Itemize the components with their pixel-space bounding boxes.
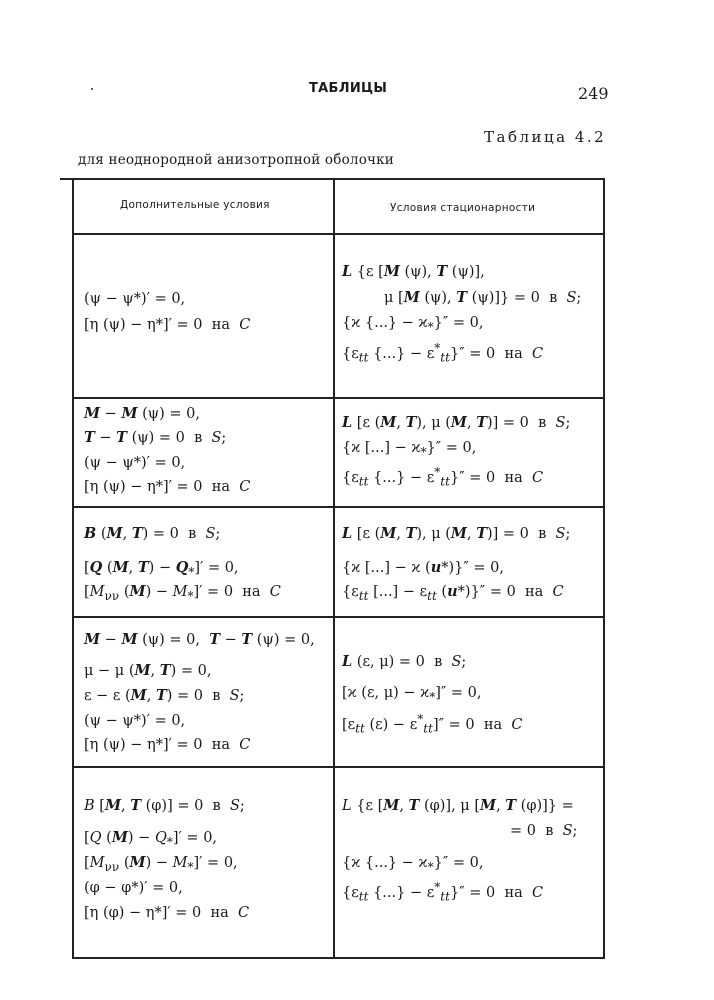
row-divider-3 [72,616,605,618]
column-divider [333,178,335,958]
page-speck [91,88,93,90]
formula-line: (φ − φ*)′ = 0, [84,880,183,896]
formula-line: (ψ − ψ*)′ = 0, [84,713,186,729]
table-caption: для неоднородной анизотропной оболочки [78,152,394,168]
header-bottom-rule [72,233,605,235]
formula-line: {ϰ {...} − $ϰ_*\}'' = 0$, [342,315,484,334]
formula-line: [$\varepsilon_{tt}$ $(\varepsilon) - \varepsilon^*_{tt}]'' = 0$ на C [342,712,523,736]
formula-line: {$\varepsilon_{tt}$ {...} − $\varepsilon^*_{tt}\}'' = 0$ на C [342,465,544,489]
table-label: Таблица 4.2 [484,128,607,146]
formula-line: L (ε, μ) = 0 в S; [342,653,467,670]
formula-line: L {ε [M (ψ), T (ψ)], [342,263,485,280]
formula-line: [$M_{\nu\nu}$ $(M) - M_*]' = 0$, [84,854,238,874]
left-border [72,178,74,958]
page-number: 249 [578,84,609,103]
formula-line: (ψ − ψ*)′ = 0, [84,291,186,307]
formula-line: {ϰ [...] − $ϰ_*\}'' = 0$, [342,440,477,459]
formula-line: B [M, T (φ)] = 0 в S; [84,797,245,814]
formula-line: [Q (M, $T) - Q_*]' = 0$, [84,559,239,579]
formula-line: M − M (ψ) = 0, [84,405,200,422]
right-border [603,178,605,958]
formula-line: M − M (ψ) = 0, T − T (ψ) = 0, [84,631,315,648]
formula-line: {$\varepsilon_{tt}$ [...] − $\varepsilon_{tt}$ (u*)}″ = 0 на C [342,583,564,603]
formula-line: [$M_{\nu\nu}$ $(M) - M_*]' = 0$ на C [84,583,281,603]
formula-line: L [ε (M, T), μ (M, T)] = 0 в S; [342,525,571,542]
table-bottom-rule [72,957,605,959]
formula-line: (ψ − ψ*)′ = 0, [84,455,186,471]
formula-line: {ϰ [...] − ϰ (u*)}″ = 0, [342,559,505,576]
formula-line: {$\varepsilon_{tt}$ {...} − $\varepsilon^*_{tt}\}'' = 0$ на C [342,341,544,365]
formula-line: μ [M (ψ), T (ψ)]} = 0 в S; [384,289,582,306]
formula-line: [Q $(M) - Q_*]' = 0$, [84,829,218,849]
formula-line: ε − ε (M, T) = 0 в S; [84,687,245,704]
formula-line: L {ε [M, T (φ)], μ [M, T (φ)]} = [342,797,574,814]
row-divider-4 [72,766,605,768]
column-header-stationarity-conditions: Условия стационарности [390,202,536,214]
running-title: ТАБЛИЦЫ [309,81,388,96]
formula-line: [ϰ (ε, $\mu) - ϰ_*]'' = 0$, [342,685,482,704]
formula-line: = 0 в S; [510,823,578,839]
formula-line: [η (ψ) − η*]′ = 0 на C [84,479,251,495]
column-header-additional-conditions: Дополнительные условия [120,199,270,211]
row-divider-2 [72,506,605,508]
formula-line: T − T (ψ) = 0 в S; [84,429,227,446]
formula-line: {ϰ {...} − $ϰ_*\}'' = 0$, [342,855,484,874]
row-divider-1 [72,397,605,399]
formula-line: L [ε (M, T), μ (M, T)] = 0 в S; [342,414,571,431]
formula-line: [η (ψ) − η*]′ = 0 на C [84,317,251,333]
formula-line: [η (ψ) − η*]′ = 0 на C [84,737,251,753]
formula-line: {$\varepsilon_{tt}$ {...} − $\varepsilon^*_{tt}\}'' = 0$ на C [342,880,544,904]
formula-line: B (M, T) = 0 в S; [84,525,221,542]
formula-line: μ − μ (M, T) = 0, [84,662,212,679]
formula-line: [η (φ) − η*]′ = 0 на C [84,905,250,921]
